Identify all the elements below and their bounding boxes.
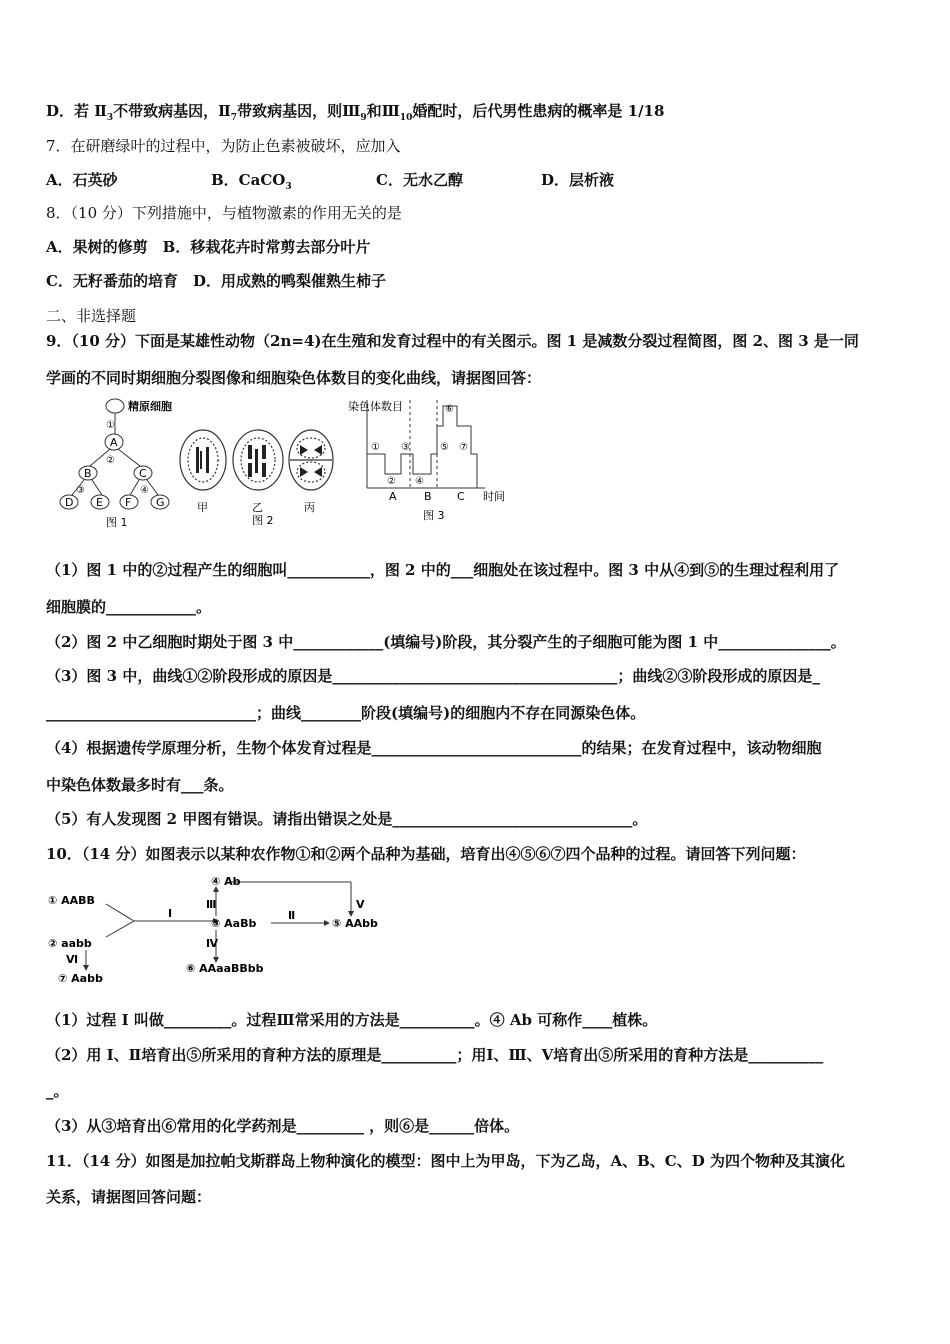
fig2-label-jia: 甲 [197,501,208,514]
q10-part2-line1: （2）用 I、Ⅱ培育出⑤所采用的育种方法的原理是__________；用Ⅰ、Ⅲ、Ⅴ培育出⑤所采用的育种方法是__________ [46,1046,824,1064]
fig1-node-a: A [110,436,118,449]
q10-breeding-diagram [46,872,396,987]
fig1-node-f: F [125,496,132,509]
q8-options-cd: C．无籽番茄的培育 D．用成熟的鸭梨催熟生柿子 [46,272,386,290]
q10-node-1: ① AABB [48,894,95,907]
q6-option-d: D．若 $Ⅱ_3$不带致病基因，$Ⅱ_7$带致病基因，则$Ⅲ_9$和$Ⅲ_{10}$婚配时，后代男性患病的概率是 1/18 [46,102,665,123]
q9-part4-line2: 中染色体数最多时有___条。 [46,776,234,794]
fig1-node-c: C [139,467,147,480]
q7-options [46,170,614,197]
q9-part3-line1: （3）图 3 中，曲线①②阶段形成的原因是______________________________________；曲线②③阶段形成的原因是_ [46,667,820,685]
fig3-x-a: A [389,490,397,503]
figure-1-meiosis-tree [50,396,180,531]
q7-option-b: B．CaCO$_3$ [211,171,292,192]
q10-step-3: Ⅲ [206,898,217,911]
figure-3-chromosome-curve [345,396,520,526]
q10-node-4: ④ Ab [211,875,241,888]
q10-part1: （1）过程 I 叫做_________。过程Ⅲ常采用的方法是__________。④ Ab 可称作____植株。 [46,1011,658,1029]
fig1-step-1: ① [106,420,115,431]
fig3-mark-5: ⑤ [440,442,449,453]
q9-part1-line2: 细胞膜的____________。 [46,598,212,616]
fig3-x-b: B [424,490,432,503]
q10-part3: （3）从③培育出⑥常用的化学药剂是_________ ，则⑥是______倍体。 [46,1117,520,1135]
q11-stem-line2: 关系，请据图回答问题： [46,1188,212,1206]
fig1-node-d: D [65,496,74,509]
q7-option-d: D．层析液 [541,171,615,189]
q8-options-ab: A．果树的修剪 B．移栽花卉时常剪去部分叶片 [46,238,371,256]
q9-part2: （2）图 2 中乙细胞时期处于图 3 中____________(填编号)阶段，其分裂产生的子细胞可能为图 1 中_______________。 [46,633,846,651]
fig3-mark-4: ④ [415,476,424,487]
fig1-step-4: ④ [140,485,149,496]
fig3-mark-7: ⑦ [459,442,468,453]
q9-part4-line1: （4）根据遗传学原理分析，生物个体发育过程是____________________________的结果；在发育过程中，该动物细胞 [46,739,822,757]
fig3-mark-2: ② [387,476,396,487]
q10-step-2: Ⅱ [288,909,296,922]
fig3-mark-1: ① [371,442,380,453]
fig1-caption: 图 1 [106,516,128,529]
q10-stem: 10．（14 分）如图表示以某种农作物①和②两个品种为基础，培育出④⑤⑥⑦四个品种的过程。请回答下列问题： [46,845,806,863]
fig3-mark-3: ③ [401,442,410,453]
q10-step-6: Ⅵ [66,953,79,966]
section-heading: 二、非选择题 [46,307,137,325]
q7-option-a: A．石英砂 [46,171,118,189]
q10-node-7: ⑦ Aabb [58,972,103,985]
fig1-top-label: 精原细胞 [128,400,172,413]
fig2-label-bing: 丙 [304,501,315,514]
q9-stem-line1: 9．（10 分）下面是某雄性动物（2n=4)在生殖和发育过程中的有关图示。图 1 是减数分裂过程简图，图 2、图 3 是一同 [46,332,859,350]
fig3-mark-6: ⑥ [445,404,454,415]
q10-node-2: ② aabb [48,937,92,950]
q10-node-5: ⑤ AAbb [332,917,378,930]
q10-step-5: Ⅴ [356,898,365,911]
q10-node-3: ③ AaBb [211,917,257,930]
q10-step-4: Ⅳ [206,937,219,950]
figure-2-cell-images [176,405,336,525]
fig2-label-yi: 乙 [252,501,263,514]
q10-part2-line2: _。 [46,1082,69,1100]
q7-option-c: C．无水乙醇 [376,171,463,189]
fig1-node-g: G [156,496,165,509]
fig1-step-3: ③ [76,485,85,496]
q9-part5: （5）有人发现图 2 甲图有错误。请指出错误之处是________________________________。 [46,810,648,828]
q10-step-1: I [168,907,173,920]
q9-part1-line1: （1）图 1 中的②过程产生的细胞叫___________，图 2 中的___细胞处在该过程中。图 3 中从④到⑤的生理过程利用了 [46,561,840,579]
q8-stem: 8．（10 分）下列措施中，与植物激素的作用无关的是 [46,204,402,222]
fig3-x-c: C [457,490,465,503]
fig2-caption: 图 2 [252,514,274,525]
q9-part3-line2: ____________________________；曲线________阶段(填编号)的细胞内不存在同源染色体。 [46,704,646,722]
fig1-step-2: ② [106,455,115,466]
q11-stem-line1: 11．（14 分）如图是加拉帕戈斯群岛上物种演化的模型：图中上为甲岛，下为乙岛，A、B、C、D 为四个物种及其演化 [46,1152,845,1170]
q7-stem: 7．在研磨绿叶的过程中，为防止色素被破坏，应加入 [46,137,401,155]
fig3-xlabel: 时间 [483,490,505,503]
fig1-node-b: B [84,467,92,480]
fig3-caption: 图 3 [423,509,445,522]
q10-node-6: ⑥ AAaaBBbb [186,962,264,975]
q9-stem-line2: 学画的不同时期细胞分裂图像和细胞染色体数目的变化曲线，请据图回答： [46,369,542,387]
fig3-ylabel: 染色体数目 [348,400,403,413]
fig1-node-e: E [96,496,103,509]
